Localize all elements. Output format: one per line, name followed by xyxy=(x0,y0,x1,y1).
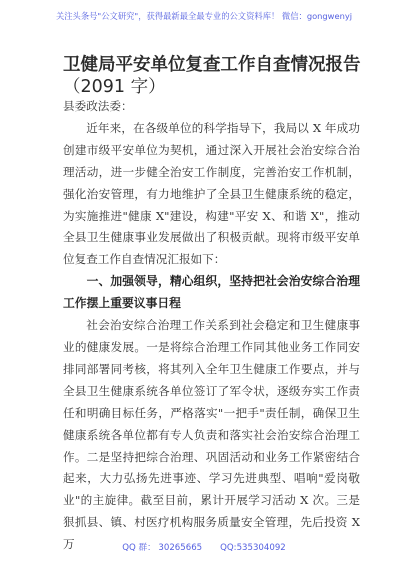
bottom-banner xyxy=(0,541,408,553)
salutation: 县委政法委： xyxy=(63,99,133,113)
top-banner: 关注头条号"公文研究"，获得最新最全最专业的公文资料库！ 微信：gongwenyj xyxy=(55,11,353,21)
section-heading: 一、加强领导，精心组织，坚持把社会治安综合治理工作摆上重要议事日程 xyxy=(63,274,360,311)
intro-paragraph: 近年来，在各级单位的科学指导下，我局以 X 年成功创建市级平安单位为契机，通过深入开展社会治安综合治理活动，进一步健全治安工作制度，完善治安工作机制，强化治安管理，有力地维护了全县卫生健康系统的稳定，为实施推进"健康 X"建设，构建"平安 X、和谐 X"，推动全县卫生健康事业发展做出了积极贡献。现将市级平安单位复查工作自查情况汇报如下： xyxy=(63,120,360,267)
document-body xyxy=(63,96,360,556)
section-paragraph: 社会治安综合治理工作关系到社会稳定和卫生健康事业的健康发展。一是将综合治理工作同其他业务工作同安排同部署同考核，将其列入全年卫生健康工作要点，并与全县卫生健康系统各单位签订了军令状，逐级夯实工作责任和明确目标任务，严格落实"一把手"责任制，确保卫生健康系统各单位都有专人负责和落实社会治安综合治理工作。二是坚持把综合治理、巩固活动和业务工作紧密结合起来，大力弘扬先进事迹、学习先进典型、唱响"爱岗敬业"的主旋律。截至目前，累计开展学习活动 X 次。三是狠抓县、镇、村医疗机构服务质量安全管理，先后投资 X 万 xyxy=(63,318,360,552)
document-title xyxy=(63,54,363,98)
qq-group-text: QQ 群： 30265665 xyxy=(122,543,203,553)
title-word-count: （2091 字） xyxy=(63,77,166,97)
qq-text: QQ:535304092 xyxy=(220,543,286,553)
title-main: 卫健局平安单位复查工作自查情况报告 xyxy=(63,55,361,75)
